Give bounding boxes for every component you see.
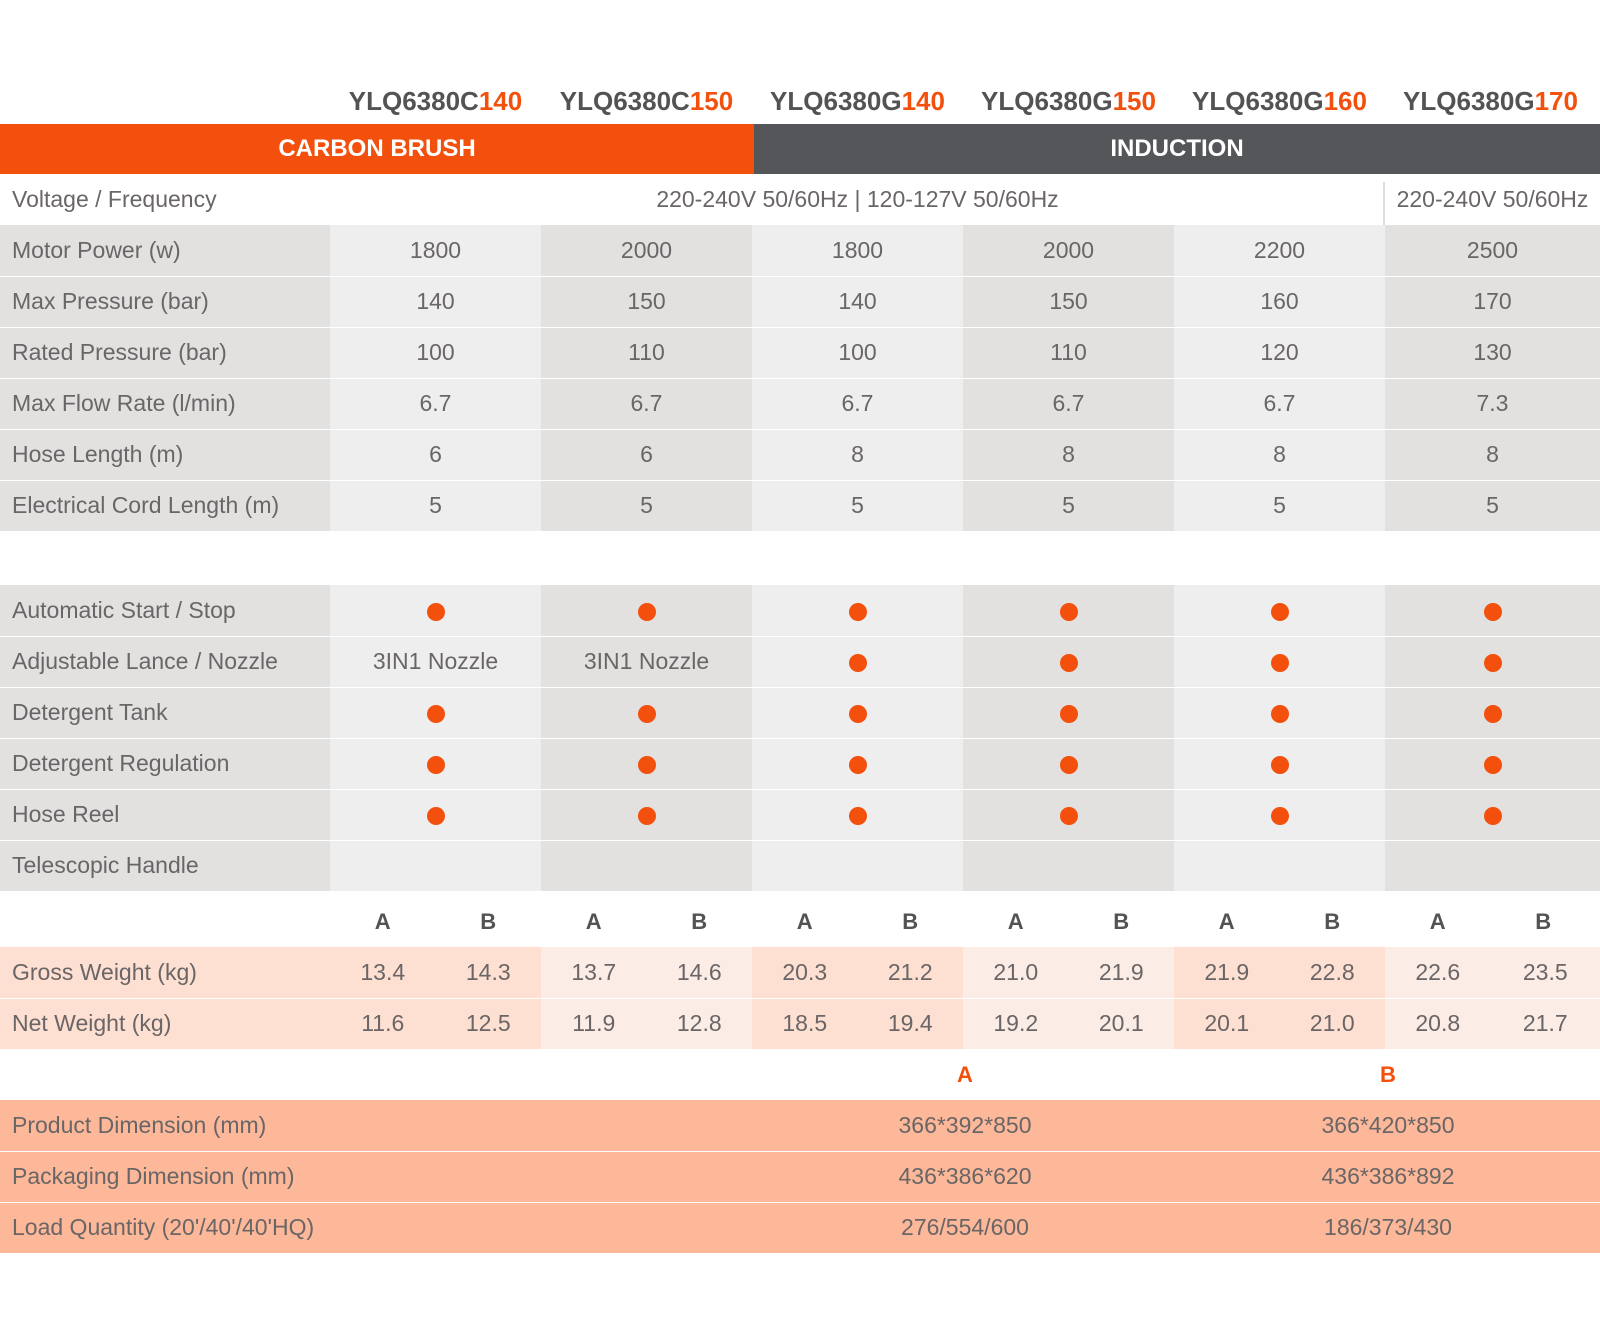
value-cell [541,327,752,378]
row-separator [0,1151,1600,1152]
value-cell [752,276,963,327]
dimension-a: 276/554/600 [901,1214,1029,1240]
value-cell [541,225,752,276]
feature-dot-icon [1271,603,1289,621]
table-row [0,687,1600,738]
feature-dot-icon [638,807,656,825]
value-cell: 14.3 [436,947,542,998]
cell-text: 150 [627,288,666,314]
value-cell [752,585,963,636]
value-cell [963,738,1174,789]
cell-text: 2200 [1253,237,1306,263]
induction-banner: INDUCTION [754,124,1600,174]
model-number: 150 [689,86,734,116]
value-cell [541,480,752,531]
feature-dot-icon [1271,807,1289,825]
row-label: Hose Reel [12,801,120,827]
cell-text: 5 [1062,492,1075,518]
model-prefix: YLQ6380C [348,86,479,116]
value-cell [330,840,541,891]
value-cell: 22.6 [1385,947,1491,998]
value-cell [963,225,1174,276]
feature-dot-icon [1484,756,1502,774]
row-separator [0,1202,1600,1203]
value-cell: 13.7 [541,947,647,998]
model-number: 140 [478,86,523,116]
value-cell [1385,840,1600,891]
row-separator [0,636,1600,637]
cell-text: 8 [1062,441,1075,467]
variant-header: A [374,909,391,934]
voltage-value: 220-240V 50/60Hz | 120-127V 50/60Hz [656,186,1059,212]
value-cell: 21.2 [858,947,964,998]
value-cell [1385,276,1600,327]
value-cell [1174,429,1385,480]
dimension-row [0,1202,1600,1253]
value-cell: 18.5 [752,998,858,1049]
row-label: Adjustable Lance / Nozzle [12,648,278,674]
value-cell [1174,585,1385,636]
value-cell [963,480,1174,531]
row-label: Rated Pressure (bar) [12,339,227,365]
value-cell [963,378,1174,429]
cell-text: 110 [628,339,665,365]
table-row [0,225,1600,276]
dimension-a: 366*392*850 [898,1112,1032,1138]
table-row [0,840,1600,891]
row-label: Automatic Start / Stop [12,597,236,623]
feature-dot-icon [1060,603,1078,621]
table-row [0,378,1600,429]
dimension-b: 436*386*892 [1321,1163,1455,1189]
value-cell: 23.5 [1491,947,1600,998]
value-cell [330,480,541,531]
feature-dot-icon [1060,705,1078,723]
model-name [537,78,756,124]
value-cell [1174,687,1385,738]
cell-text: 7.3 [1476,390,1509,416]
feature-dot-icon [1484,654,1502,672]
cell-text: 6.7 [419,390,452,416]
value-cell [1385,738,1600,789]
cell-text: 150 [1049,288,1088,314]
cell-text: 2000 [620,237,673,263]
cell-text: 100 [416,339,455,365]
value-cell [1385,429,1600,480]
row-separator [0,327,1600,328]
value-cell [1174,636,1385,687]
value-cell: 12.5 [436,998,542,1049]
model-name [326,78,545,124]
value-cell [963,429,1174,480]
dimension-b: 366*420*850 [1321,1112,1455,1138]
value-cell [752,378,963,429]
cell-text: 120 [1260,339,1299,365]
value-cell [963,636,1174,687]
value-cell: 13.4 [330,947,436,998]
cell-text: 3IN1 Nozzle [583,648,710,674]
value-cell [330,636,541,687]
value-cell [541,789,752,840]
value-cell [1174,738,1385,789]
model-name [748,78,967,124]
value-cell [752,225,963,276]
row-label: Net Weight (kg) [12,1010,172,1036]
feature-dot-icon [427,807,445,825]
value-cell [963,276,1174,327]
value-cell [541,738,752,789]
value-cell [330,276,541,327]
variant-header: B [902,909,919,934]
value-cell [541,429,752,480]
feature-dot-icon [638,756,656,774]
row-label: Detergent Tank [12,699,168,725]
value-cell: 22.8 [1280,947,1386,998]
value-cell: 20.1 [1069,998,1175,1049]
model-prefix: YLQ6380G [1403,86,1535,116]
value-cell [330,687,541,738]
variant-header: B [480,909,497,934]
model-header [0,78,1600,124]
cell-text: 170 [1473,288,1512,314]
ab-header-row [0,896,1600,947]
table-row [0,789,1600,840]
value-cell [330,327,541,378]
cell-text: 5 [1486,492,1499,518]
cell-text: 6 [429,441,442,467]
feature-dot-icon [849,603,867,621]
cell-text: 5 [429,492,442,518]
table-row [0,327,1600,378]
row-label: Gross Weight (kg) [12,959,197,985]
value-cell [963,327,1174,378]
value-cell [1385,480,1600,531]
cell-text: 140 [838,288,877,314]
row-label: Hose Length (m) [12,441,184,467]
cell-text: 2000 [1042,237,1095,263]
variant-header: B [1535,909,1552,934]
row-separator [0,840,1600,841]
value-cell [1174,789,1385,840]
value-cell [963,687,1174,738]
value-cell [752,480,963,531]
row-label: Load Quantity (20'/40'/40'HQ) [12,1214,315,1240]
value-cell [1385,789,1600,840]
cell-text: 160 [1260,288,1299,314]
feature-dot-icon [1271,705,1289,723]
feature-dot-icon [1060,756,1078,774]
dimension-row [0,1151,1600,1202]
row-separator [0,429,1600,430]
row-label: Voltage / Frequency [12,186,217,212]
cell-text: 6.7 [1263,390,1296,416]
cell-text: 1800 [831,237,884,263]
value-cell: 21.0 [963,947,1069,998]
value-cell [752,840,963,891]
model-name [1381,78,1600,124]
value-cell [752,789,963,840]
cell-text: 2500 [1466,237,1519,263]
value-cell: 11.9 [541,998,647,1049]
feature-dot-icon [638,705,656,723]
model-number: 150 [1112,86,1156,116]
cell-text: 6 [640,441,653,467]
value-cell [1174,327,1385,378]
table-row [0,480,1600,531]
value-cell [541,687,752,738]
weight-row [0,947,1600,998]
cell-text: 1800 [409,237,462,263]
value-cell: 19.2 [963,998,1069,1049]
variant-header: A [585,909,602,934]
value-cell: 21.7 [1491,998,1600,1049]
value-cell [963,789,1174,840]
value-cell [1385,636,1600,687]
value-cell: 14.6 [647,947,753,998]
dimension-row [0,1100,1600,1151]
cell-text: 5 [640,492,653,518]
row-separator [0,378,1600,379]
value-cell [330,429,541,480]
value-cell: 21.0 [1280,998,1386,1049]
value-cell [541,276,752,327]
feature-dot-icon [427,603,445,621]
value-cell [330,738,541,789]
table-row [0,636,1600,687]
value-cell [1174,378,1385,429]
voltage-value-last: 220-240V 50/60Hz [1396,186,1589,212]
variant-header: B [1113,909,1130,934]
weight-row [0,998,1600,1049]
feature-dot-icon [849,807,867,825]
model-prefix: YLQ6380G [1192,86,1324,116]
model-number: 170 [1534,86,1578,116]
variant-header: A [1429,909,1446,934]
variant-header: A [796,909,813,934]
value-cell [752,327,963,378]
feature-dot-icon [638,603,656,621]
row-separator [0,276,1600,277]
carbon-brush-banner: CARBON BRUSH [0,124,754,174]
value-cell: 19.4 [858,998,964,1049]
row-label: Electrical Cord Length (m) [12,492,280,518]
cell-text: 140 [416,288,455,314]
value-cell: 11.6 [330,998,436,1049]
model-number: 140 [901,86,945,116]
feature-dot-icon [1060,654,1078,672]
row-label: Max Pressure (bar) [12,288,209,314]
cell-text: 5 [1273,492,1286,518]
cell-text: 6.7 [841,390,874,416]
model-prefix: YLQ6380C [559,86,690,116]
row-label: Packaging Dimension (mm) [12,1163,295,1189]
row-label: Motor Power (w) [12,237,181,263]
model-number: 160 [1323,86,1367,116]
variant-header: B [691,909,708,934]
value-cell [963,840,1174,891]
row-label: Detergent Regulation [12,750,230,776]
row-separator [0,789,1600,790]
variant-header: A [1007,909,1024,934]
value-cell [752,687,963,738]
value-cell [541,636,752,687]
feature-dot-icon [1484,705,1502,723]
variant-header: A [1218,909,1235,934]
dimension-a: 436*386*620 [898,1163,1032,1189]
feature-dot-icon [427,756,445,774]
value-cell [1174,480,1385,531]
value-cell [1385,378,1600,429]
cell-text: 8 [1486,441,1499,467]
value-cell [330,585,541,636]
feature-dot-icon [1271,756,1289,774]
row-separator [0,480,1600,481]
feature-dot-icon [1484,603,1502,621]
row-separator [0,738,1600,739]
value-cell [752,738,963,789]
table-row [0,738,1600,789]
value-cell [752,636,963,687]
value-cell [1174,276,1385,327]
cell-text: 6.7 [630,390,663,416]
value-cell [541,585,752,636]
variant-header: B [1324,909,1341,934]
value-cell: 20.1 [1174,998,1280,1049]
dimension-b: 186/373/430 [1324,1214,1452,1240]
feature-dot-icon [849,756,867,774]
model-prefix: YLQ6380G [770,86,902,116]
value-cell: 21.9 [1069,947,1175,998]
feature-dot-icon [849,705,867,723]
model-name [959,78,1178,124]
value-cell: 21.9 [1174,947,1280,998]
cell-text: 6.7 [1052,390,1085,416]
model-name [1170,78,1389,124]
value-cell [330,378,541,429]
value-cell [1174,840,1385,891]
value-cell [752,429,963,480]
cell-text: 8 [851,441,864,467]
value-cell [1174,225,1385,276]
cell-text: 110 [1050,339,1087,365]
value-cell [963,585,1174,636]
row-separator [0,998,1600,999]
feature-dot-icon [427,705,445,723]
row-separator [0,687,1600,688]
model-prefix: YLQ6380G [981,86,1113,116]
value-cell: 20.8 [1385,998,1491,1049]
cell-text: 3IN1 Nozzle [372,648,499,674]
cell-text: 130 [1473,339,1512,365]
table-row [0,276,1600,327]
value-cell [1385,585,1600,636]
table-row [0,429,1600,480]
row-label: Product Dimension (mm) [12,1112,267,1138]
cell-text: 8 [1273,441,1286,467]
value-cell: 12.8 [647,998,753,1049]
dimension-header-b: B [1380,1062,1396,1087]
value-cell: 20.3 [752,947,858,998]
cell-text: 100 [838,339,877,365]
value-cell [330,789,541,840]
feature-dot-icon [1060,807,1078,825]
value-cell [1385,327,1600,378]
value-cell [330,225,541,276]
row-label: Telescopic Handle [12,852,199,878]
dimension-header-a: A [957,1062,973,1087]
value-cell [541,840,752,891]
table-row [0,585,1600,636]
feature-dot-icon [849,654,867,672]
voltage-row [0,174,1600,225]
cell-text: 5 [851,492,864,518]
feature-dot-icon [1271,654,1289,672]
feature-dot-icon [1484,807,1502,825]
row-label: Max Flow Rate (l/min) [12,390,236,416]
dimension-header-row [0,1049,1600,1100]
value-cell [541,378,752,429]
value-cell [1385,687,1600,738]
value-cell [1385,225,1600,276]
